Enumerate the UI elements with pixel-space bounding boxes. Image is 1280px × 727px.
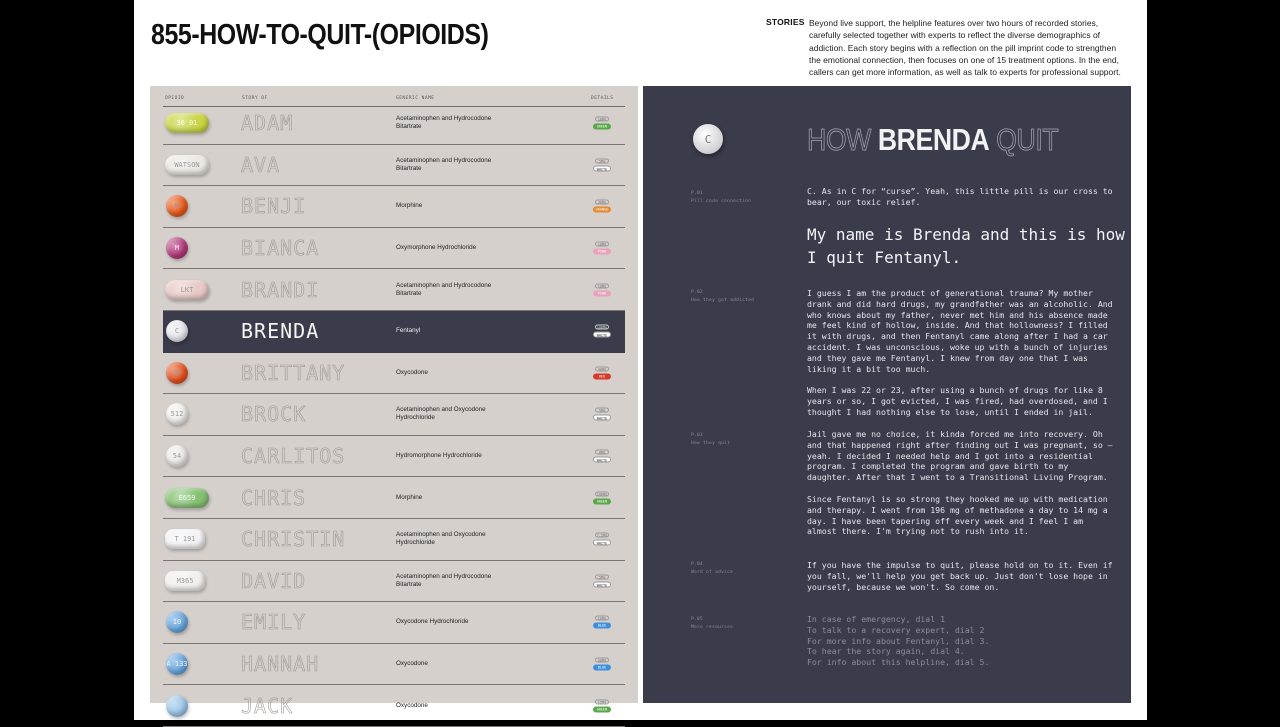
pill-icon: WATSON — [165, 155, 209, 175]
generic-name: Oxycodone Hydrochloride — [396, 618, 469, 626]
story-row-benji[interactable] — [163, 186, 625, 228]
dosage-badge: 10MG — [595, 616, 609, 621]
dosage-badge: 5MG — [595, 408, 609, 413]
story-row-brenda[interactable] — [163, 311, 625, 353]
dosage-badge: 30MG — [595, 200, 609, 205]
heading-quit: QUIT — [989, 122, 1059, 157]
color-badge: WHITE — [593, 165, 611, 171]
color-badge: WHITE — [593, 540, 611, 546]
story-row-jack[interactable] — [163, 685, 625, 727]
color-badge: WHITE — [593, 332, 611, 338]
dosage-badge: 8MG — [595, 450, 609, 455]
story-row-christin[interactable] — [163, 519, 625, 561]
story-row-brittany[interactable] — [163, 353, 625, 395]
section-text-p05: In case of emergency, dial 1 To talk to a recovery expert, dial 2 For more info about Fentanyl, dial 3. To hear the story again, dial 4. For info about this helpline, dial 5. — [807, 614, 990, 668]
dosage-badge: 7.5MG — [596, 533, 608, 538]
pill-icon: C — [166, 320, 188, 342]
stories-description: Beyond live support, the helpline features over two hours of recorded stories, carefully selected together with experts to reflect the diverse demographics of addiction. Each story begins with a reflection on the pill imprint code to strengthen the emotional connection, then focuses on one of 15 treatment options. In the end, callers can get more information, as well as talk to experts for professional support. — [809, 18, 1121, 78]
story-name: BRENDA — [241, 319, 320, 344]
story-row-emily[interactable] — [163, 602, 625, 644]
pill-details — [591, 616, 613, 629]
generic-name: Acetaminophen and Oxycodone Hydrochloride — [396, 531, 486, 547]
dosage-badge: 40MG — [595, 366, 609, 371]
pill-details — [591, 117, 613, 130]
dosage-badge: 100MG — [596, 325, 608, 330]
story-row-carlitos[interactable] — [163, 436, 625, 478]
story-detail-panel — [643, 86, 1131, 703]
story-name: EMILY — [241, 610, 307, 635]
color-badge: PINK — [593, 249, 611, 255]
section-text-p04: If you have the impulse to quit, please hold on to it. Even if you fall, we'll help you get back up. Just don't lose hope in yourself, because we won't. So come on. — [807, 560, 1113, 592]
story-name: DAVID — [241, 568, 307, 593]
pill-details — [591, 658, 613, 671]
dosage-badge: 30MG — [595, 658, 609, 663]
story-row-adam[interactable] — [163, 103, 625, 145]
pill-icon: M — [166, 237, 188, 259]
section-label-p04: P.04 Word of advice — [691, 562, 734, 575]
pill-details — [591, 450, 613, 463]
pill-details — [591, 325, 613, 338]
heading-name: BRENDA — [877, 122, 990, 157]
generic-name: Morphine — [396, 493, 423, 501]
story-name: BRANDI — [241, 277, 320, 302]
section-label-p02: P.02 How they got addicted — [691, 290, 755, 303]
generic-name: Acetaminophen and Hydrocodone Bitartrate — [396, 115, 492, 131]
stories-label: STORIES — [766, 17, 805, 27]
pill-details — [591, 200, 613, 213]
pill-icon: E659 — [165, 488, 209, 508]
color-badge: WHITE — [593, 457, 611, 463]
story-intro: My name is Brenda and this is how I quit Fentanyl. — [807, 225, 1125, 267]
pill-icon: 36 01 — [165, 113, 209, 133]
generic-name: Fentanyl — [396, 327, 421, 335]
story-name: CHRISTIN — [241, 527, 346, 552]
fentanyl-pill-icon: C — [693, 124, 723, 154]
dosage-badge: 10MG — [595, 242, 609, 247]
story-row-bianca[interactable] — [163, 228, 625, 270]
color-badge: RED — [593, 373, 611, 379]
story-heading — [807, 122, 1058, 158]
story-row-david[interactable] — [163, 561, 625, 603]
poster-page — [134, 0, 1147, 720]
pill-details — [591, 366, 613, 379]
generic-name: Acetaminophen and Hydrocodone Bitartrate — [396, 281, 492, 297]
pill-details — [591, 242, 613, 255]
section-text-p03: Jail gave me no choice, it kinda forced me into recovery. Oh and that happened right after finding out I was pregnant, so – yeah. I decided I needed help and I got into a residential program. I completed the program and gave birth to my daughter. After that I went to a Transitional Living Program. Since Fentanyl is so strong they hooked me up with medication and therapy. I went from 196 mg of methadone a day to 14 mg a day. I have been tapering off every week and I feel I am almost there. I'm trying not to rush into it. — [807, 429, 1113, 537]
dosage-badge: 15MG — [595, 699, 609, 704]
story-name: BRITTANY — [241, 360, 346, 385]
pill-icon: 512 — [166, 403, 188, 425]
story-name: ADAM — [241, 111, 294, 136]
section-label-p03: P.03 How they quit — [691, 433, 731, 446]
section-label-p05: P.05 More resources — [691, 617, 734, 630]
section-text-p02: I guess I am the product of generational trauma? My mother drank and did hard drugs, my grandfather was an alcoholic. And who knows about my father, never met him and his absence made me feel kind of hollow, inside. And that hollowness? I filled it with drugs, and then Fentanyl came along after I had a car accident. I was unconscious, woke up with a bunch of injuries and they gave me Fentanyl. I knew from day one that I was liking it a bit too much. When I was 22 or 23, after using a bunch of drugs for like 8 years or so, I got evicted, I was fired, had overdosed, and I thought I had nothing else to lose, until I ended in jail. — [807, 288, 1113, 417]
generic-name: Oxycodone — [396, 368, 428, 376]
color-badge: BLUE — [593, 623, 611, 629]
story-rows — [163, 103, 625, 727]
pill-details — [591, 158, 613, 171]
story-name: CARLITOS — [241, 444, 346, 469]
section-text-p01: C. As in C for “curse”. Yeah, this little pill is our cross to bear, our toxic relief. — [807, 186, 1113, 207]
pill-details — [591, 574, 613, 587]
color-badge: WHITE — [593, 581, 611, 587]
column-opioid: OPIOID — [165, 96, 185, 101]
story-name: BENJI — [241, 194, 307, 219]
story-name: HANNAH — [241, 652, 320, 677]
generic-name: Acetaminophen and Oxycodone Hydrochloride — [396, 406, 486, 422]
generic-name: Acetaminophen and Hydrocodone Bitartrate — [396, 156, 492, 172]
story-row-brandi[interactable] — [163, 269, 625, 311]
generic-name: Oxycodone — [396, 660, 428, 668]
color-badge: PINK — [593, 290, 611, 296]
dosage-badge: 5MG — [595, 574, 609, 579]
pill-details — [591, 699, 613, 712]
pill-details — [591, 533, 613, 546]
color-badge: WHITE — [593, 415, 611, 421]
color-badge: BLUE — [593, 665, 611, 671]
generic-name: Morphine — [396, 202, 423, 210]
heading-how: HOW — [807, 122, 878, 157]
story-row-chris[interactable] — [163, 477, 625, 519]
dosage-badge: 10MG — [595, 283, 609, 288]
color-badge: GREEN — [593, 124, 611, 130]
pill-icon: LKT — [165, 280, 209, 300]
color-badge: GREEN — [593, 706, 611, 712]
page-title: 855-HOW-TO-QUIT-(OPIOIDS) — [151, 19, 489, 51]
dosage-badge: 5MG — [595, 158, 609, 163]
story-name: CHRIS — [241, 485, 307, 510]
story-name: AVA — [241, 152, 281, 177]
story-name: JACK — [241, 693, 294, 718]
story-row-hannah[interactable] — [163, 644, 625, 686]
pill-icon: T 191 — [165, 529, 205, 549]
dosage-badge: 10MG — [595, 117, 609, 122]
dosage-badge: 100MG — [596, 492, 608, 497]
section-label-p01: P.01 Pill code connection — [691, 191, 752, 204]
story-name: BIANCA — [241, 236, 320, 261]
color-badge: GREEN — [593, 498, 611, 504]
story-row-brock[interactable] — [163, 394, 625, 436]
generic-name: Acetaminophen and Hydrocodone Bitartrate — [396, 572, 492, 588]
pill-icon: 10 — [166, 611, 188, 633]
pill-icon: A 133 — [166, 653, 188, 675]
generic-name: Hydromorphone Hydrochloride — [396, 452, 482, 460]
color-badge: ORANGE — [593, 207, 611, 213]
column-story-of: STORY OF — [242, 96, 268, 101]
pill-icon: OP — [166, 362, 188, 384]
pill-icon: M365 — [165, 571, 205, 591]
pill-details — [591, 408, 613, 421]
pill-icon: M — [166, 195, 188, 217]
story-row-ava[interactable] — [163, 145, 625, 187]
generic-name: Oxymorphone Hydrochloride — [396, 244, 477, 252]
generic-name: Oxycodone — [396, 701, 428, 709]
pill-icon — [166, 695, 188, 717]
column-generic-name: GENERIC NAME — [396, 96, 435, 101]
pill-details — [591, 283, 613, 296]
column-details: DETAILS — [591, 96, 614, 101]
pill-details — [591, 491, 613, 504]
pill-icon: 54 — [166, 445, 188, 467]
stories-table-panel — [150, 86, 638, 718]
story-name: BROCK — [241, 402, 307, 427]
